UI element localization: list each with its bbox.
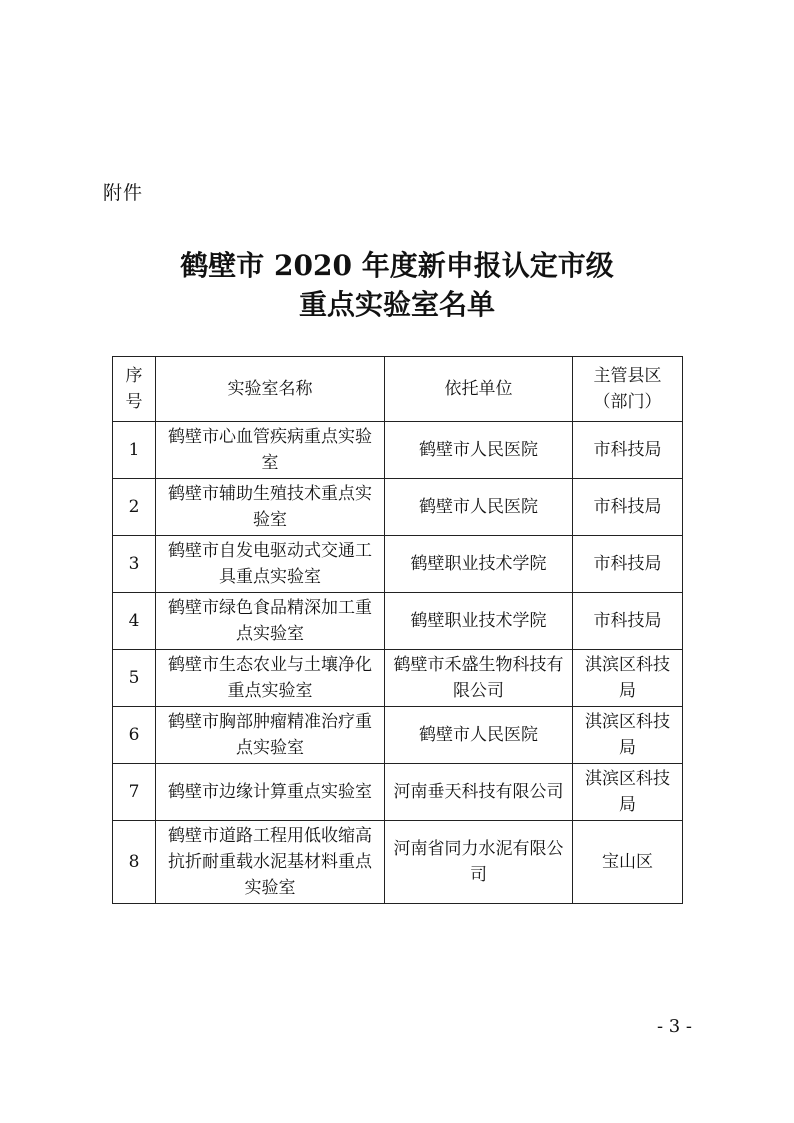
cell-name: 鹤壁市道路工程用低收缩高抗折耐重载水泥基材料重点实验室 [156, 821, 385, 904]
lab-list-table [112, 356, 683, 904]
cell-unit: 河南垂天科技有限公司 [385, 764, 573, 821]
attachment-label: 附件 [103, 182, 144, 204]
table-row [113, 650, 683, 707]
table-row [113, 536, 683, 593]
cell-dept: 市科技局 [573, 536, 683, 593]
table-row [113, 479, 683, 536]
cell-dept: 淇滨区科技局 [573, 764, 683, 821]
cell-unit: 鹤壁市人民医院 [385, 707, 573, 764]
cell-name: 鹤壁市胸部肿瘤精准治疗重点实验室 [156, 707, 385, 764]
cell-dept: 市科技局 [573, 479, 683, 536]
cell-dept: 宝山区 [573, 821, 683, 904]
cell-no: 1 [113, 422, 156, 479]
cell-unit: 河南省同力水泥有限公司 [385, 821, 573, 904]
table-header-row [113, 357, 683, 422]
cell-no: 5 [113, 650, 156, 707]
cell-no: 7 [113, 764, 156, 821]
cell-no: 6 [113, 707, 156, 764]
header-no: 序号 [113, 357, 156, 422]
cell-name: 鹤壁市边缘计算重点实验室 [156, 764, 385, 821]
page-number: - 3 - [656, 1016, 692, 1037]
table-row [113, 764, 683, 821]
cell-name: 鹤壁市自发电驱动式交通工具重点实验室 [156, 536, 385, 593]
cell-unit: 鹤壁职业技术学院 [385, 536, 573, 593]
cell-name: 鹤壁市心血管疾病重点实验室 [156, 422, 385, 479]
cell-no: 2 [113, 479, 156, 536]
cell-dept: 市科技局 [573, 593, 683, 650]
cell-dept: 市科技局 [573, 422, 683, 479]
cell-unit: 鹤壁职业技术学院 [385, 593, 573, 650]
header-unit: 依托单位 [385, 357, 573, 422]
cell-name: 鹤壁市辅助生殖技术重点实验室 [156, 479, 385, 536]
table-row [113, 422, 683, 479]
table-row [113, 821, 683, 904]
page-title: 鹤壁市 2020 年度新申报认定市级 [180, 249, 614, 282]
cell-dept: 淇滨区科技局 [573, 707, 683, 764]
table-row [113, 707, 683, 764]
cell-unit: 鹤壁市人民医院 [385, 422, 573, 479]
page-subtitle: 重点实验室名单 [298, 288, 495, 321]
cell-name: 鹤壁市生态农业与土壤净化重点实验室 [156, 650, 385, 707]
cell-name: 鹤壁市绿色食品精深加工重点实验室 [156, 593, 385, 650]
cell-dept: 淇滨区科技局 [573, 650, 683, 707]
cell-no: 4 [113, 593, 156, 650]
table-row [113, 593, 683, 650]
cell-unit: 鹤壁市禾盛生物科技有限公司 [385, 650, 573, 707]
header-name: 实验室名称 [156, 357, 385, 422]
header-dept: 主管县区（部门） [573, 357, 683, 422]
cell-unit: 鹤壁市人民医院 [385, 479, 573, 536]
cell-no: 3 [113, 536, 156, 593]
cell-no: 8 [113, 821, 156, 904]
